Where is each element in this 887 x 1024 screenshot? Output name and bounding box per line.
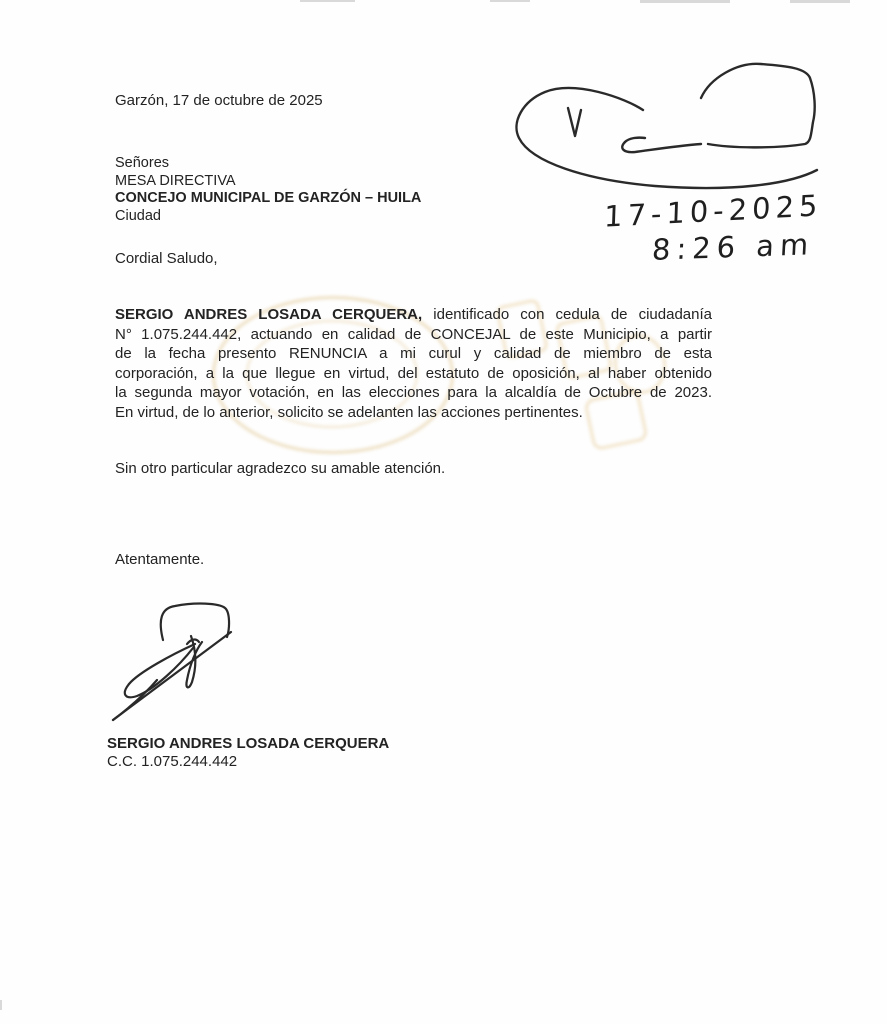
body-line: corporación, a la que llegue en virtud, del estatuto de oposición, al haber obtenido bbox=[115, 364, 712, 382]
recipient-council: CONCEJO MUNICIPAL DE GARZÓN – HUILA bbox=[115, 190, 422, 206]
body-line: la segunda mayor votación, en las elecciones para la alcaldía de Octubre de 2023. bbox=[115, 384, 712, 402]
letter-body-paragraph bbox=[115, 305, 712, 423]
sender-name: SERGIO ANDRES LOSADA CERQUERA bbox=[107, 735, 390, 752]
scan-artifact bbox=[300, 0, 355, 2]
body-line: N° 1.075.244.442, actuando en calidad de CONCEJAL de este Municipio, a partir bbox=[115, 325, 712, 343]
scan-artifact bbox=[490, 0, 530, 2]
letter-date-line: Garzón, 17 de octubre de 2025 bbox=[115, 92, 323, 109]
body-line: En virtud, de lo anterior, solicito se adelanten las acciones pertinentes. bbox=[115, 403, 583, 421]
letter-farewell: Atentamente. bbox=[115, 551, 205, 568]
letter-greeting: Cordial Saludo, bbox=[115, 250, 218, 267]
sender-id-number: C.C. 1.075.244.442 bbox=[107, 753, 238, 770]
recipient-board: MESA DIRECTIVA bbox=[115, 172, 236, 189]
scan-artifact bbox=[790, 0, 850, 3]
signature-block bbox=[107, 735, 389, 771]
received-stamp-signature bbox=[505, 50, 845, 210]
handwritten-received-time: 8:26 am bbox=[651, 227, 816, 267]
handwritten-received-date: 17-10-2025 bbox=[603, 188, 823, 234]
recipient-city: Ciudad bbox=[115, 207, 161, 224]
body-line-text: identificado con cedula de ciudadanía bbox=[422, 306, 712, 323]
sender-signature bbox=[103, 592, 253, 737]
recipient-block bbox=[115, 155, 421, 225]
scan-artifact bbox=[0, 1000, 2, 1010]
sender-name-inline: SERGIO ANDRES LOSADA CERQUERA, bbox=[115, 306, 423, 323]
letter-closing-line: Sin otro particular agradezco su amable atención. bbox=[115, 460, 446, 477]
body-line: de la fecha presento RENUNCIA a mi curul y calidad de miembro de esta bbox=[115, 345, 712, 363]
scan-artifact bbox=[640, 0, 730, 3]
body-line bbox=[115, 305, 712, 325]
recipient-salutation: Señores bbox=[115, 155, 170, 171]
